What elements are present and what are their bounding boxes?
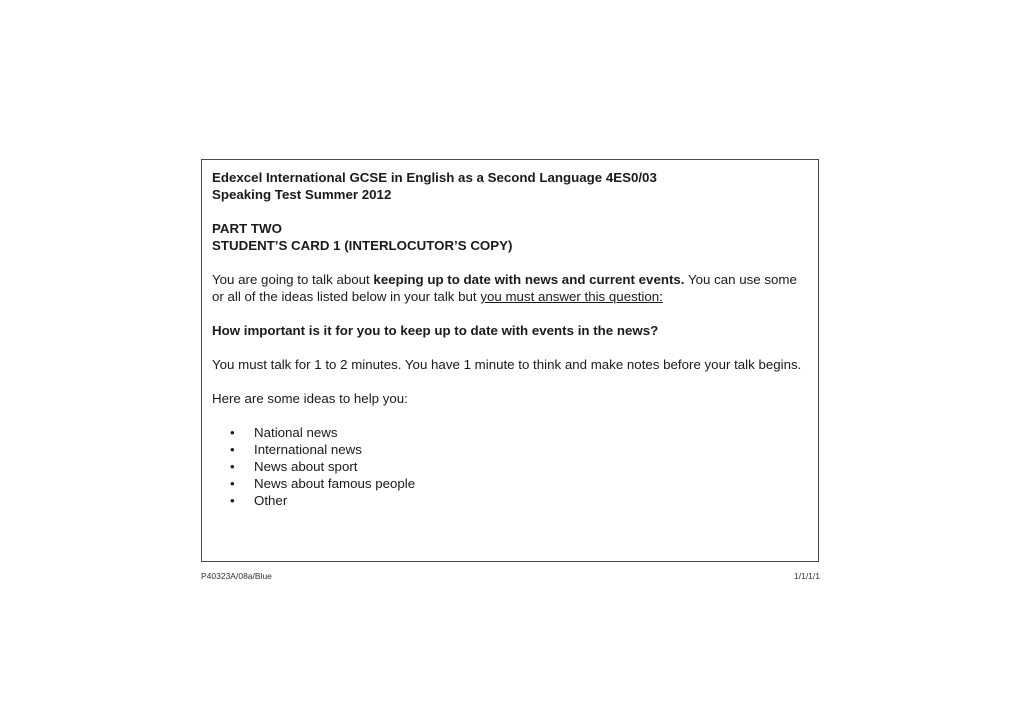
- spacer: [212, 373, 808, 390]
- speaking-test-card: [201, 159, 819, 562]
- intro-paragraph: [212, 271, 808, 305]
- intro-instruction: you must answer this question:: [480, 289, 663, 304]
- idea-label: International news: [254, 442, 362, 457]
- intro-middle: You can use some or all of the ideas listed below in your talk but: [212, 272, 797, 304]
- intro-lead: You are going to talk about: [212, 272, 374, 287]
- idea-item: [230, 441, 808, 458]
- ideas-list: [212, 424, 808, 509]
- idea-label: Other: [254, 493, 288, 508]
- intro-topic: keeping up to date with news and current events.: [373, 272, 685, 287]
- idea-item: [230, 492, 808, 509]
- bullet-icon: •: [230, 425, 235, 440]
- bullet-icon: •: [230, 493, 235, 508]
- main-question: How important is it for you to keep up to date with events in the news?: [212, 323, 659, 338]
- bullet-icon: •: [230, 476, 235, 491]
- idea-item: [230, 475, 808, 492]
- ideas-intro: Here are some ideas to help you:: [212, 391, 408, 406]
- spacer: [212, 254, 808, 271]
- bullet-icon: •: [230, 459, 235, 474]
- idea-item: [230, 424, 808, 441]
- bullet-icon: •: [230, 442, 235, 457]
- idea-label: News about famous people: [254, 476, 416, 491]
- idea-label: National news: [254, 425, 338, 440]
- idea-label: News about sport: [254, 459, 358, 474]
- spacer: [212, 407, 808, 424]
- footer-page-ref: 1/1/1/1: [794, 571, 820, 581]
- spacer: [212, 339, 808, 356]
- card-title: STUDENT’S CARD 1 (INTERLOCUTOR’S COPY): [212, 238, 513, 253]
- exam-header-session: Speaking Test Summer 2012: [212, 187, 392, 202]
- timing-instructions: You must talk for 1 to 2 minutes. You have 1 minute to think and make notes before your talk begins.: [212, 357, 802, 372]
- exam-header-title: Edexcel International GCSE in English as a Second Language 4ES0/03: [212, 170, 657, 185]
- spacer: [212, 203, 808, 220]
- part-label: PART TWO: [212, 221, 282, 236]
- spacer: [212, 305, 808, 322]
- idea-item: [230, 458, 808, 475]
- footer-paper-code: P40323A/08a/Blue: [201, 571, 272, 581]
